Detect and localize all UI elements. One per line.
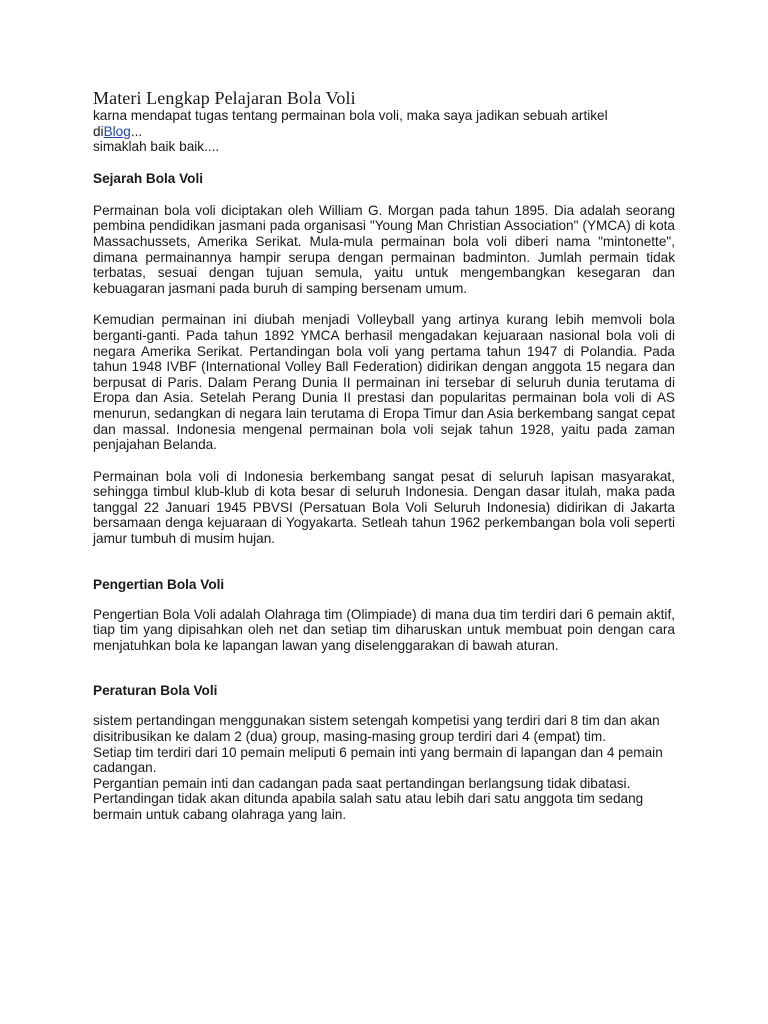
peraturan-list: [93, 713, 675, 822]
page-title: Materi Lengkap Pelajaran Bola Voli: [93, 88, 356, 108]
peraturan-line: disitribusikan ke dalam 2 (dua) group, masing-masing group terdiri dari 4 (empat) tim.: [93, 729, 607, 745]
peraturan-line: Pertandingan tidak akan ditunda apabila salah satu atau lebih dari satu anggota tim sedang bermain untuk cabang olahraga yang lain.: [93, 791, 644, 822]
blog-link[interactable]: Blog: [103, 123, 131, 139]
intro-paragraph: [93, 108, 675, 155]
heading-pengertian: Pengertian Bola Voli: [93, 576, 225, 592]
intro-prefix: di: [93, 123, 104, 139]
peraturan-line: Setiap tim terdiri dari 10 pemain meliputi 6 pemain inti yang bermain di lapangan dan 4 pemain cadangan.: [93, 744, 663, 776]
intro-suffix: ...: [130, 123, 143, 139]
intro-line-3: simaklah baik baik....: [93, 139, 220, 155]
sejarah-paragraph-3: Permainan bola voli di Indonesia berkembang sangat pesat di seluruh lapisan masyarakat, sehingga timbul klub-klub di kota besar di seluruh Indonesia. Dengan dasar itulah, maka pada tanggal 22 Januari 1945 PBVSI (Persatuan Bola Voli Seluruh Indonesia) didirikan di Jakarta bersamaan denga kejuaraan di Yogyakarta. Setleah tahun 1962 perkembangan bola voli seperti jamur tumbuh di musim hujan.: [93, 468, 675, 547]
sejarah-paragraph-1: Permainan bola voli diciptakan oleh William G. Morgan pada tahun 1895. Dia adalah seorang pembina pendidikan jasmani pada organisasi "Young Man Christian Association" (YMCA) di kota Massachussets, Amerika Serikat. Mula-mula permainan bola voli diberi nama "mintonette", dimana permainannya hampir serupa dengan permainan badminton. Jumlah permain tidak terbatas, sesuai dengan tujuan semula, yaitu untuk mengembangkan kesegaran dan kebuagaran jasmani pada buruh di samping bersenam umum.: [93, 202, 675, 296]
pengertian-paragraph: Pengertian Bola Voli adalah Olahraga tim (Olimpiade) di mana dua tim terdiri dari 6 pemain aktif, tiap tim yang dipisahkan oleh net dan setiap tim diharuskan untuk membuat poin dengan cara menjatuhkan bola ke lapangan lawan yang diselenggarakan di bawah aturan.: [93, 606, 675, 653]
intro-line-1: karna mendapat tugas tentang permainan bola voli, maka saya jadikan sebuah artikel: [93, 108, 608, 123]
peraturan-line: Pergantian pemain inti dan cadangan pada saat pertandingan berlangsung tidak dibatasi.: [93, 775, 631, 791]
heading-peraturan: Peraturan Bola Voli: [93, 683, 218, 699]
heading-sejarah: Sejarah Bola Voli: [93, 170, 204, 186]
sejarah-paragraph-2: Kemudian permainan ini diubah menjadi Volleyball yang artinya kurang lebih memvoli bola berganti-ganti. Pada tahun 1892 YMCA berhasil mengadakan kejuaraan nasional bola voli di negara Amerika Serikat. Pertandingan bola voli yang pertama tahun 1947 di Polandia. Pada tahun 1948 IVBF (International Volley Ball Federation) didirikan dengan anggota 15 negara dan berpusat di Paris. Dalam Perang Dunia II permainan ini tersebar di seluruh dunia terutama di Eropa dan Asia. Setelah Perang Dunia II prestasi dan popularitas permainan bola voli di AS menurun, sedangkan di negara lain terutama di Eropa Timur dan Asia berkembang sangat cepat dan massal. Indonesia mengenal permainan bola voli sejak tahun 1928, yaitu pada zaman penjajahan Belanda.: [93, 312, 675, 453]
peraturan-line: sistem pertandingan menggunakan sistem setengah kompetisi yang terdiri dari 8 tim dan akan: [93, 713, 660, 729]
